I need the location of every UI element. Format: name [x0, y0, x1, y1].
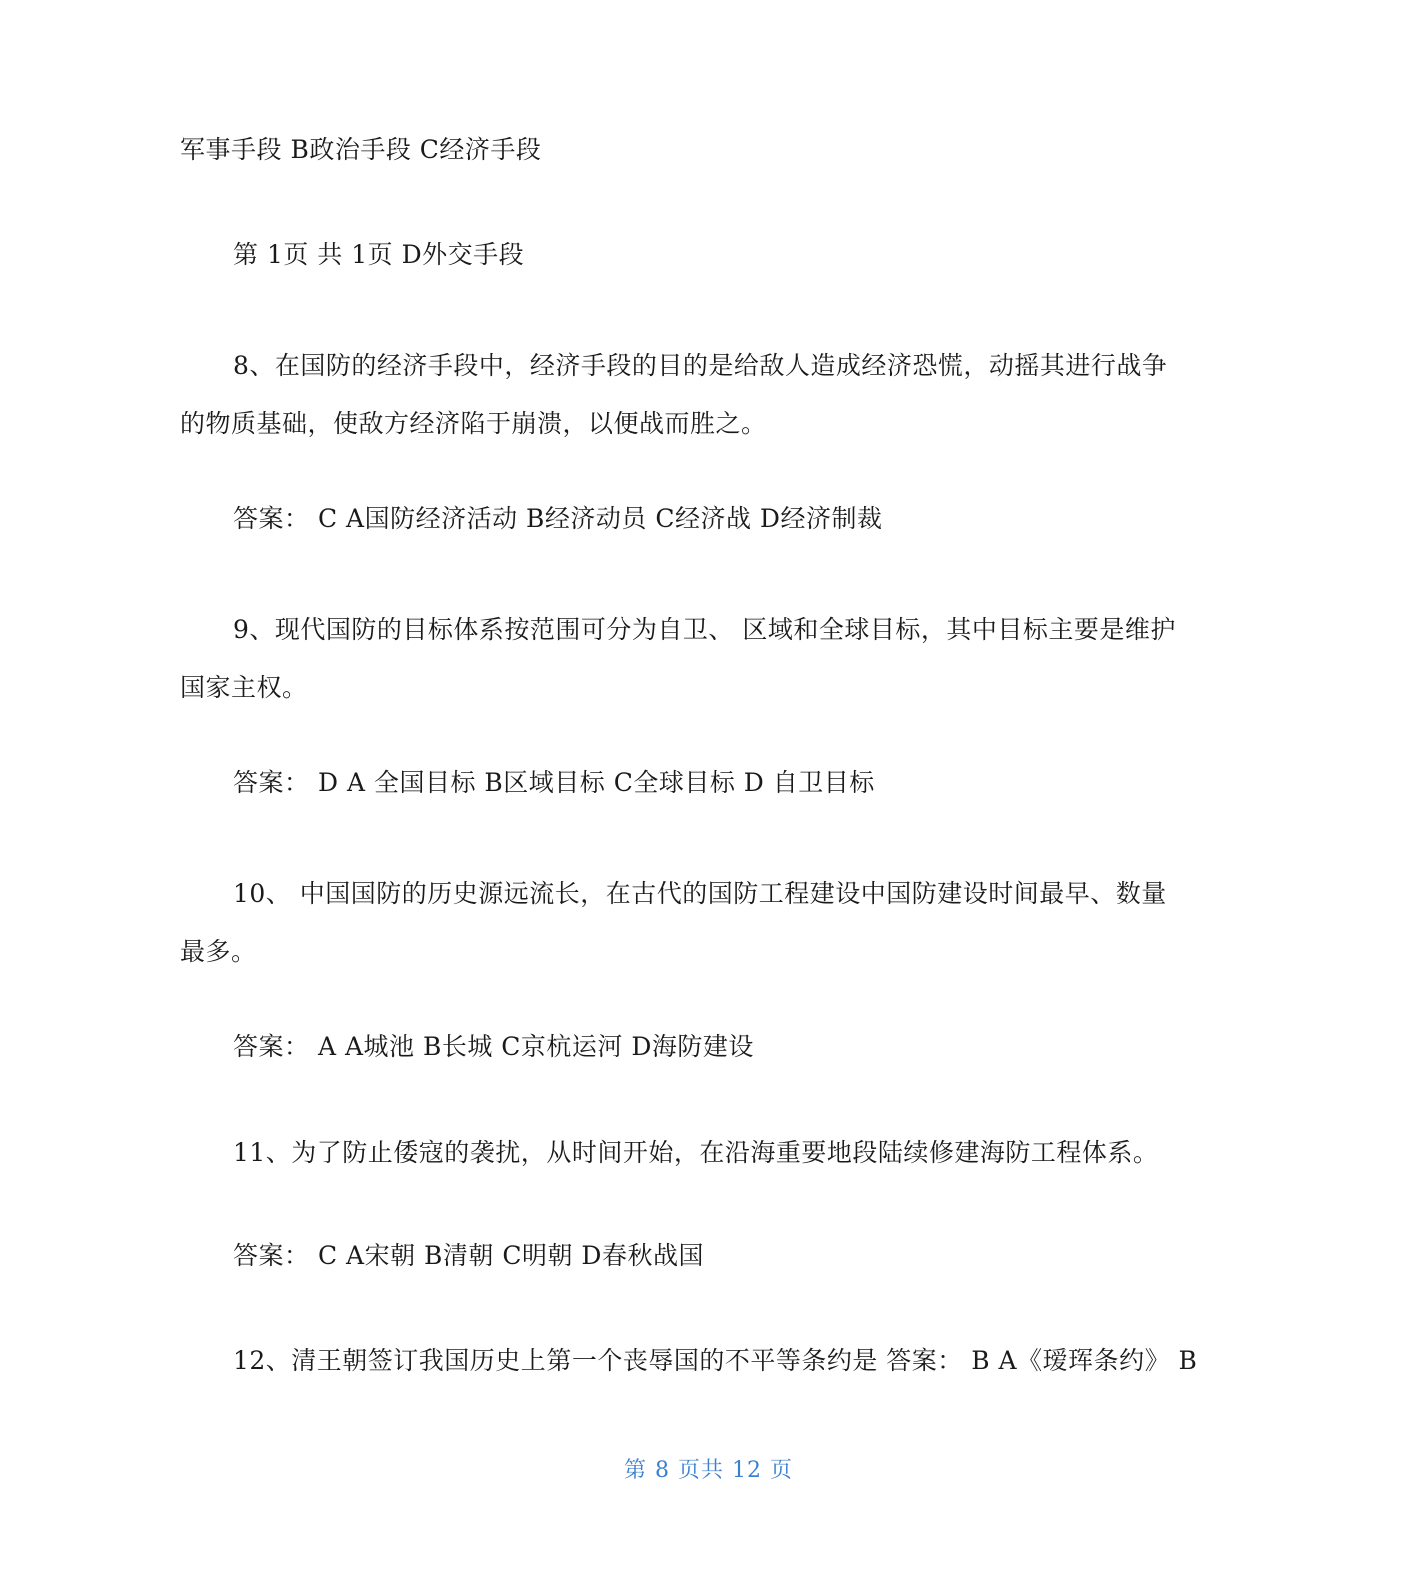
question-10-line-1: 10、 中国国防的历史源远流长，在古代的国防工程建设中国防建设时间最早、数量 [233, 879, 1167, 908]
page-footer: 第 8 页共 12 页 [624, 1458, 793, 1483]
question-9-line-2: 国家主权。 [180, 673, 308, 702]
text-line-options-continued: 军事手段 B政治手段 C经济手段 [180, 135, 542, 164]
answer-8: 答案： C A国防经济活动 B经济动员 C经济战 D经济制裁 [233, 504, 883, 533]
answer-11: 答案： C A宋朝 B清朝 C明朝 D春秋战国 [233, 1241, 704, 1270]
question-12: 12、清王朝签订我国历史上第一个丧辱国的不平等条约是 答案： B A《瑷珲条约》 B [233, 1346, 1198, 1375]
answer-10: 答案： A A城池 B长城 C京杭运河 D海防建设 [233, 1032, 754, 1061]
question-9-line-1: 9、现代国防的目标体系按范围可分为自卫、 区域和全球目标，其中目标主要是维护 [233, 615, 1176, 644]
question-11: 11、为了防止倭寇的袭扰，从时间开始，在沿海重要地段陆续修建海防工程体系。 [233, 1138, 1159, 1167]
question-8-line-1: 8、在国防的经济手段中，经济手段的目的是给敌人造成经济恐慌，动摇其进行战争 [233, 351, 1168, 380]
answer-9: 答案： D A 全国目标 B区域目标 C全球目标 D 自卫目标 [233, 768, 875, 797]
question-10-line-2: 最多。 [180, 937, 257, 966]
text-line-page-note: 第 1页 共 1页 D外交手段 [233, 240, 525, 269]
question-8-line-2: 的物质基础，使敌方经济陷于崩溃，以便战而胜之。 [180, 409, 767, 438]
